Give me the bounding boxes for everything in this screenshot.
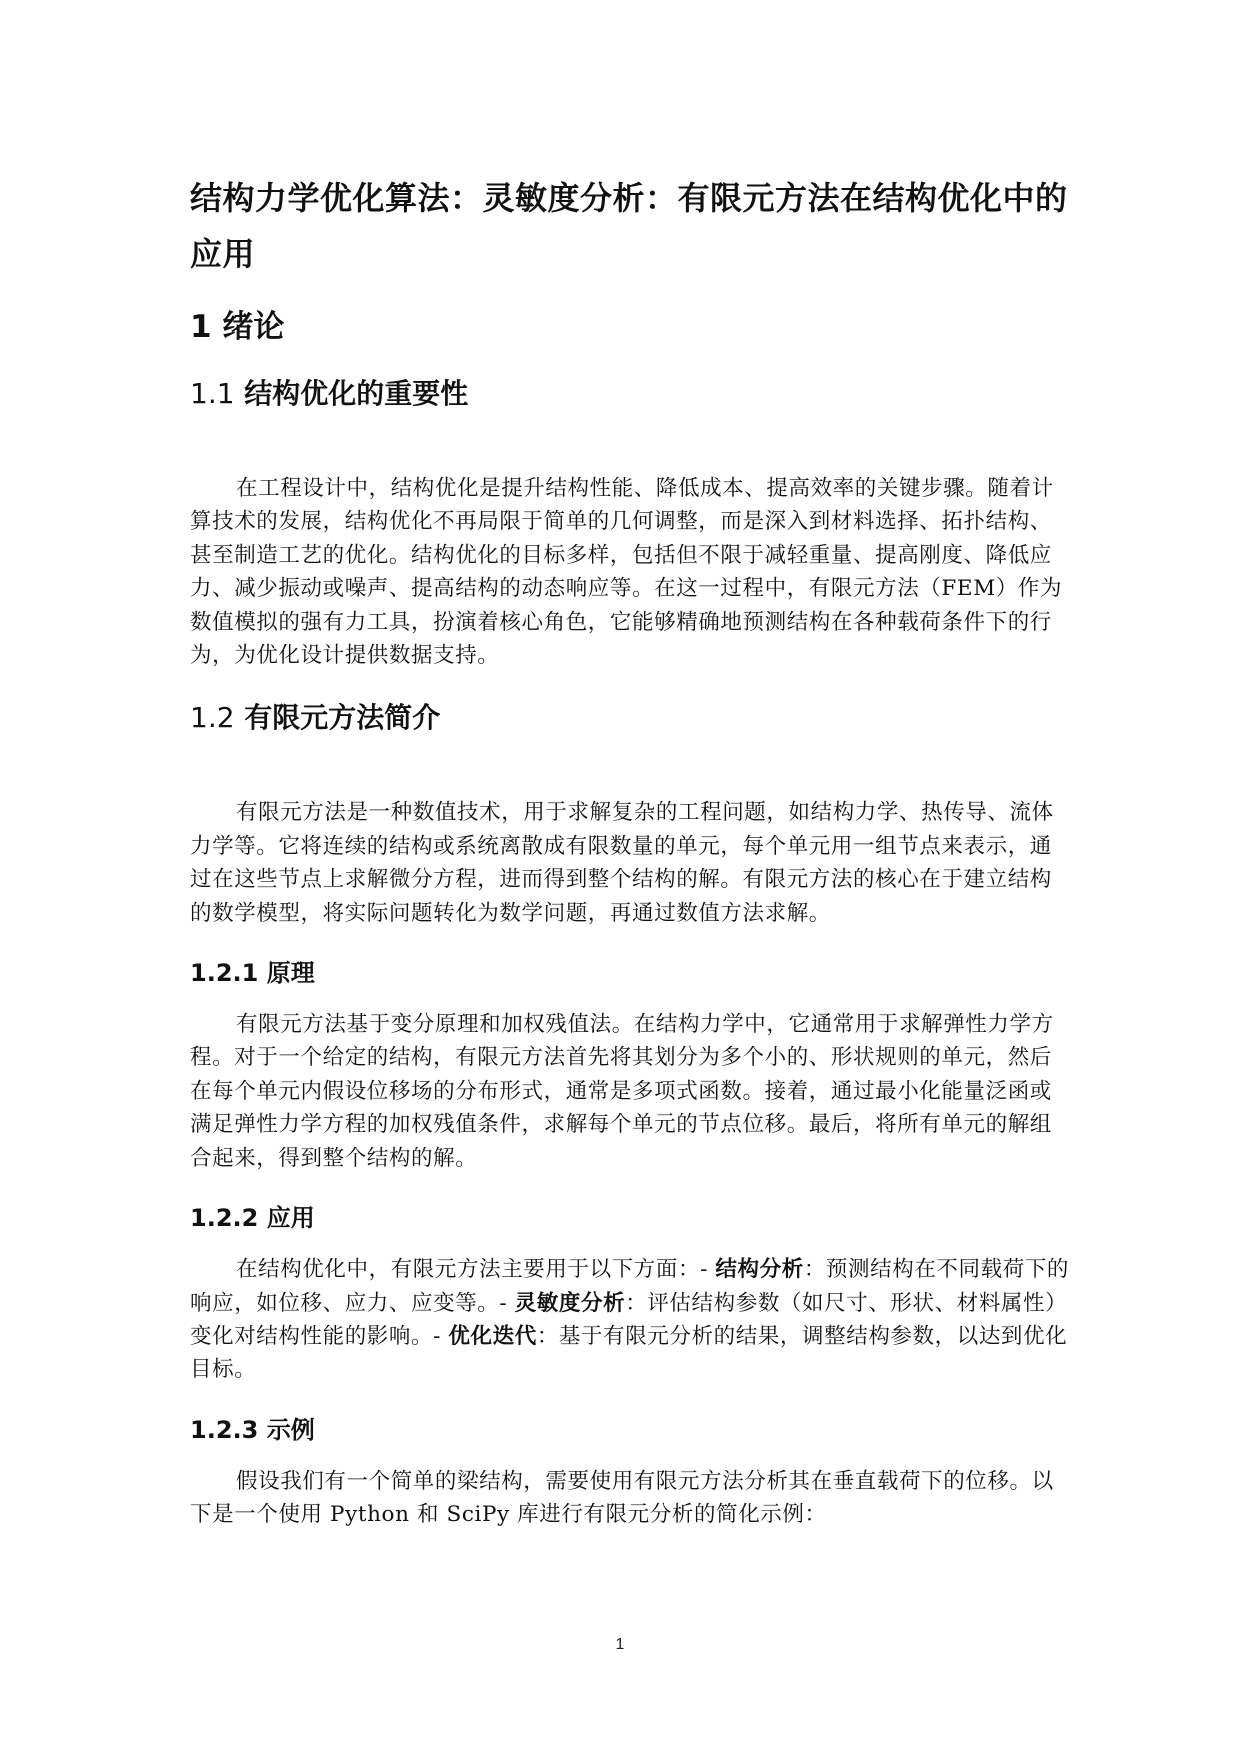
paragraph-principle: 有限元方法基于变分原理和加权残值法。在结构力学中，它通常用于求解弹性力学方程。对于一个给定的结构，有限元方法首先将其划分为多个小的、形状规则的单元，然后在每个单元内假设位移场的分布形式，通常是多项式函数。接着，通过最小化能量泛函或满足弹性力学方程的加权残值条件，求解每个单元的节点位移。最后，将所有单元的解组合起来，得到整个结构的解。 xyxy=(190,1012,1054,1171)
section-number: 1.1 xyxy=(190,377,235,410)
subsection-title: 示例 xyxy=(266,1415,315,1444)
applications-intro: 在结构优化中，有限元方法主要用于以下方面：- xyxy=(236,1257,716,1283)
chapter-title: 绪论 xyxy=(222,309,285,345)
page-content xyxy=(190,170,1070,1558)
item-structural-analysis-label: 结构分析 xyxy=(715,1257,804,1283)
section-title: 结构优化的重要性 xyxy=(244,377,469,410)
paragraph-fem-intro: 有限元方法是一种数值技术，用于求解复杂的工程问题，如结构力学、热传导、流体力学等。它将连续的结构或系统离散成有限数量的单元，每个单元用一组节点来表示，通过在这些节点上求解微分方程，进而得到整个结构的解。有限元方法的核心在于建立结构的数学模型，将实际问题转化为数学问题，再通过数值方法求解。 xyxy=(190,800,1054,926)
subsection-number: 1.2.3 xyxy=(190,1415,259,1444)
chapter-heading xyxy=(190,306,1070,348)
item-sensitivity-analysis-text: ：评估结构参数（如尺寸、形状、材料属性）变化对结构性能的影响。- xyxy=(190,1290,1068,1349)
section-heading-1-1 xyxy=(190,374,1070,414)
paragraph-example: 假设我们有一个简单的梁结构，需要使用有限元方法分析其在垂直载荷下的位移。以下是一个使用 Python 和 SciPy 库进行有限元分析的简化示例： xyxy=(190,1468,1054,1528)
item-optimization-iteration-text: ：基于有限元分析的结果，调整结构参数，以达到优化目标。 xyxy=(190,1323,1068,1383)
paragraph-applications xyxy=(190,1253,1070,1387)
page-number: 1 xyxy=(615,1636,625,1653)
subsection-heading-1-2-1 xyxy=(190,956,1070,990)
section-number: 1.2 xyxy=(190,701,235,735)
chapter-number: 1 xyxy=(190,309,212,345)
paragraph-structural-optimization: 在工程设计中，结构优化是提升结构性能、降低成本、提高效率的关键步骤。随着计算技术的发展，结构优化不再局限于简单的几何调整，而是深入到材料选择、拓扑结构、甚至制造工艺的优化。结构优化的目标多样，包括但不限于减轻重量、提高刚度、降低应力、减少振动或噪声、提高结构的动态响应等。在这一过程中，有限元方法（FEM）作为数值模拟的强有力工具，扮演着核心角色，它能够精确地预测结构在各种载荷条件下的行为，为优化设计提供数据支持。 xyxy=(190,476,1063,669)
section-title: 有限元方法简介 xyxy=(244,701,441,735)
document-title: 结构力学优化算法：灵敏度分析：有限元方法在结构优化中的应用 xyxy=(190,179,1068,273)
subsection-title: 原理 xyxy=(266,959,315,988)
item-sensitivity-analysis-label: 灵敏度分析 xyxy=(514,1290,626,1316)
item-structural-analysis-text: ：预测结构在不同载荷下的响应，如位移、应力、应变等。- xyxy=(190,1257,1070,1316)
section-heading-1-2 xyxy=(190,698,1070,738)
subsection-title: 应用 xyxy=(266,1204,315,1233)
subsection-number: 1.2.2 xyxy=(190,1204,259,1233)
subsection-heading-1-2-2 xyxy=(190,1201,1070,1235)
subsection-number: 1.2.1 xyxy=(190,959,259,988)
item-optimization-iteration-label: 优化迭代 xyxy=(448,1323,537,1349)
subsection-heading-1-2-3 xyxy=(190,1413,1070,1447)
